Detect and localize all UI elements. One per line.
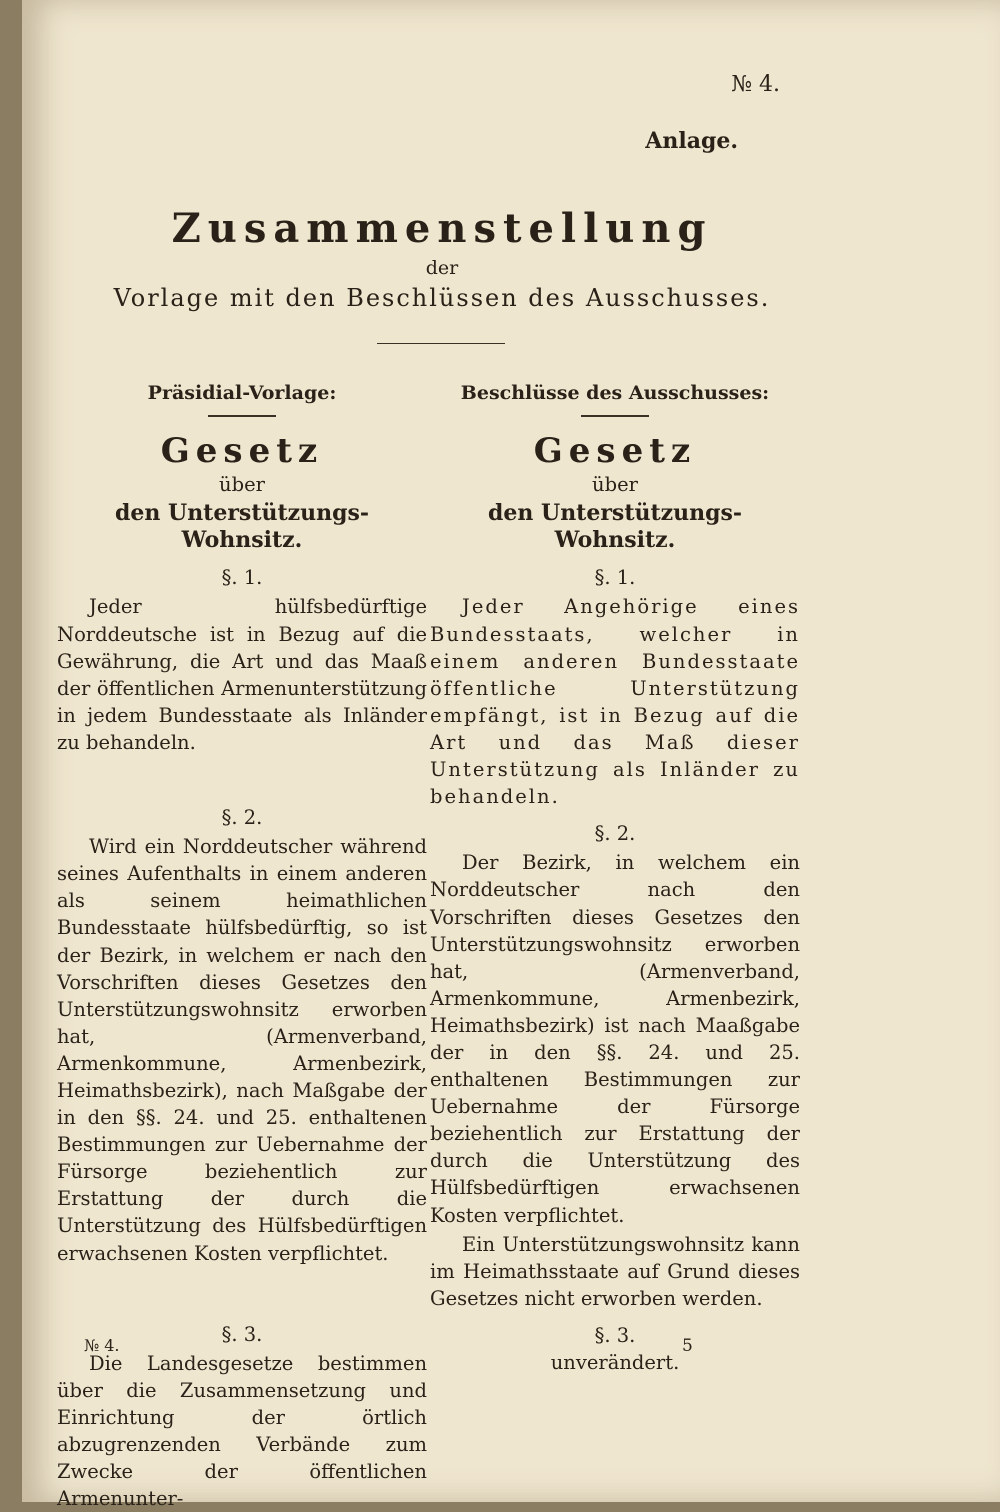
left-subject: den Unterstützungs-Wohnsitz. [114, 500, 370, 554]
right-section-1-label: §. 1. [594, 566, 636, 590]
anlage-label: Anlage. [645, 128, 738, 154]
subtitle-der: der [425, 257, 459, 279]
left-section-2-label: §. 2. [221, 806, 263, 830]
right-section-2-label: §. 2. [594, 822, 636, 846]
right-column [430, 380, 800, 1376]
left-section-2-text: Wird ein Norddeutscher während seines Aufenthalts in einem anderen als seinem heimathlichen Bundesstaate hülfsbedürftig, so ist der Bezirk, in welchem er nach den Vorschriften dieses Gesetzes den Unterstützungswohnsitz erworben hat, (Armenverband, Armenkommune, Armenbezirk, Heimathsbezirk), nach Maßgabe der in den §§. 24. und 25. enthaltenen Bestimmungen zur Uebernahme der Fürsorge beziehentlich zur Erstattung der durch die Unterstützung des Hülfsbedürftigen erwachsenen Kosten verpflichtet. [57, 835, 427, 1265]
right-section-2-text: Der Bezirk, in welchem ein Norddeutscher nach den Vorschriften dieses Gesetzes den Unterstützungswohnsitz erworben hat, (Armenverband, Armenkommune, Armenbezirk, Heimathsbezirk) ist nach Maaßgabe der in den §§. 24. und 25. enthaltenen Bestimmungen zur Uebernahme der Fürsorge beziehentlich zur Erstattung der durch die Unterstützung des Hülfsbedürftigen erwachsenen Kosten verpflichtet. [430, 851, 800, 1227]
left-spacer-2 [57, 1267, 427, 1311]
left-heading-rule [208, 415, 276, 417]
page-title: Zusammenstellung [171, 205, 713, 252]
right-section-3-label: §. 3. [594, 1323, 636, 1347]
left-spacer [57, 756, 427, 794]
title-divider [377, 343, 505, 344]
right-section-3-text: unverändert. [550, 1351, 680, 1374]
left-section-3-text: Die Landesgesetze bestimmen über die Zusammensetzung und Einrichtung der örtlich abzugrenzenden Verbände zum Zwecke der öffentlichen Armenunter- [57, 1351, 427, 1511]
left-section-3-label: §. 3. [221, 1322, 263, 1346]
right-heading-rule [581, 415, 649, 417]
right-section-2-addition: Ein Unterstützungswohnsitz kann im Heimathsstaate auf Grund dieses Gesetzes nicht erworben werden. [430, 1232, 800, 1310]
document-page [22, 0, 1000, 1511]
subtitle: Vorlage mit den Beschlüssen des Ausschusses. [113, 284, 771, 312]
right-gesetz-heading: Gesetz [533, 431, 697, 472]
right-subject: den Unterstützungs-Wohnsitz. [487, 500, 743, 554]
right-column-heading: Beschlüsse des Ausschusses: [460, 382, 770, 404]
document-number: № 4. [731, 72, 780, 97]
left-section-1-text: Jeder hülfsbedürftige Norddeutsche ist in Bezug auf die Gewährung, die Art und das Maaß der öffentlichen Armenunterstützung in jedem Bundesstaate als Inländer zu behandeln. [57, 595, 427, 754]
right-section-1-text: Jeder Angehörige eines Bundesstaats, welcher in einem anderen Bundesstaate öffentliche Unterstützung empfängt, ist in Bezug auf die Art und das Maß dieser Unterstützung als Inländer zu behandeln. [430, 595, 800, 809]
left-ueber: über [219, 473, 265, 497]
page-number: 5 [682, 1336, 693, 1356]
left-section-1-label: §. 1. [221, 566, 263, 590]
left-column-heading: Präsidial-Vorlage: [147, 382, 337, 404]
footer-document-number: № 4. [84, 1336, 120, 1355]
right-ueber: über [592, 473, 638, 497]
left-gesetz-heading: Gesetz [160, 431, 324, 472]
